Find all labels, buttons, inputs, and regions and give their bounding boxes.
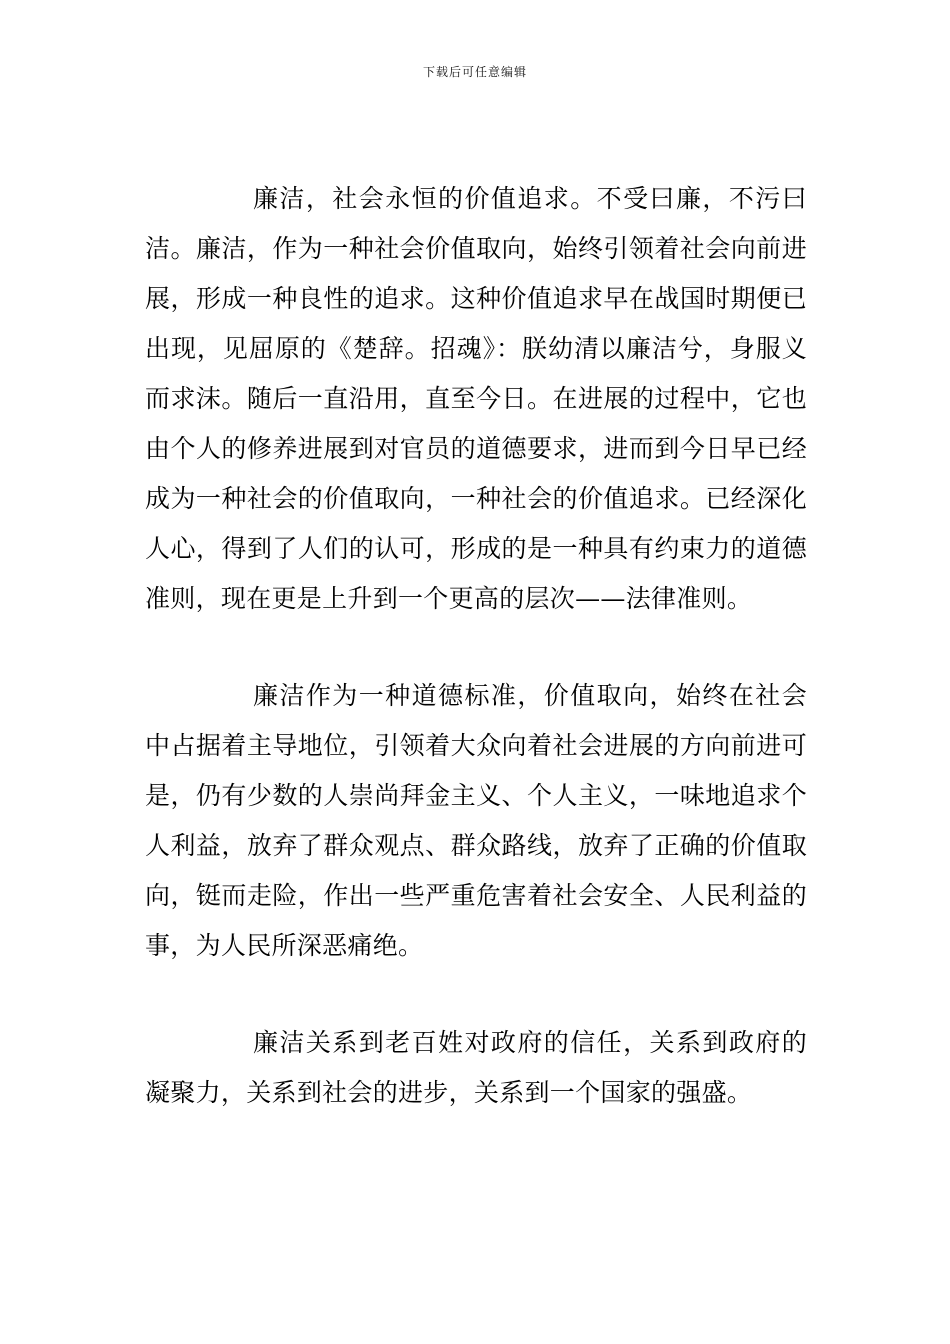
document-body xyxy=(145,174,807,1118)
paragraph-moral-standard: 廉洁作为一种道德标准，价值取向，始终在社会中占据着主导地位，引领着大众向着社会进展的方向前进可是，仍有少数的人崇尚拜金主义、个人主义，一味地追求个人利益，放弃了群众观点、群众路线，放弃了正确的价值取向，铤而走险，作出一些严重危害着社会安全、人民利益的事，为人民所深恶痛绝。 xyxy=(145,681,807,960)
paragraph-integrity-value: 廉洁，社会永恒的价值追求。不受曰廉，不污曰洁。廉洁，作为一种社会价值取向，始终引领着社会向前进展，形成一种良性的追求。这种价值追求早在战国时期便已出现，见屈原的《楚辞。招魂》：朕幼清以廉洁兮，身服义而求沫。随后一直沿用，直至今日。在进展的过程中，它也由个人的修养进展到对官员的道德要求，进而到今日早已经成为一种社会的价值取向，一种社会的价值追求。已经深化人心，得到了人们的认可，形成的是一种具有约束力的道德准则，现在更是上升到一个更高的层次——法律准则。 xyxy=(145,184,807,613)
page-header: 下载后可任意编辑 xyxy=(422,65,527,79)
paragraph-government-trust: 廉洁关系到老百姓对政府的信任，关系到政府的凝聚力，关系到社会的进步，关系到一个国家的强盛。 xyxy=(145,1028,807,1107)
